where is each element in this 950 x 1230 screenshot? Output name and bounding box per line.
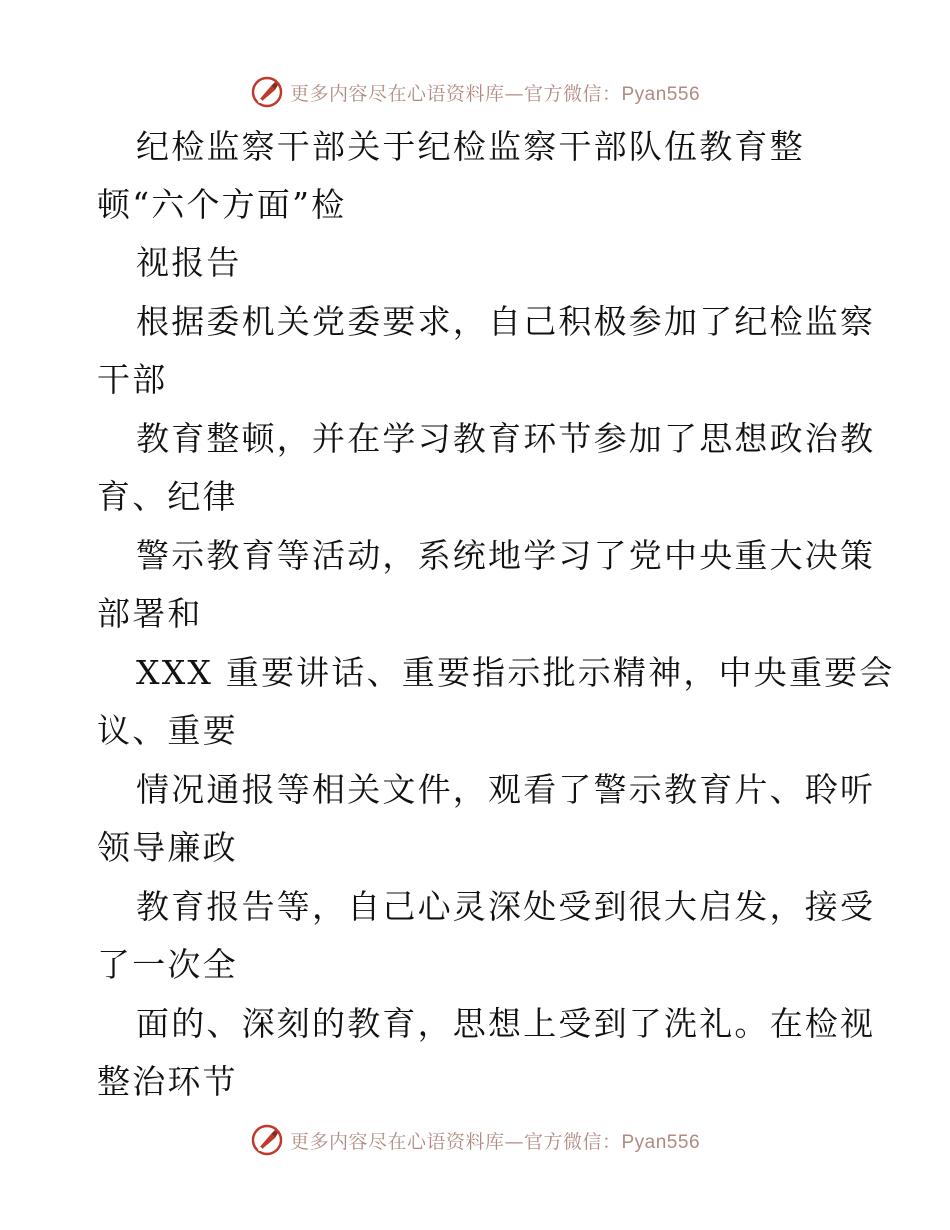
doc-line: 部署和	[97, 594, 203, 633]
header-banner-text: 更多内容尽在心语资料库—官方微信：	[289, 82, 622, 105]
doc-line: 议、重要	[97, 711, 238, 750]
doc-line: 情况通报等相关文件，观看了警示教育片、聆听	[136, 770, 876, 809]
doc-line: 整治环节	[97, 1062, 238, 1101]
doc-line: 根据委机关党委要求，自己积极参加了纪检监察	[136, 302, 876, 341]
header-banner-wechat: Pyan556	[621, 83, 701, 105]
doc-line: 干部	[97, 360, 168, 399]
footer-banner	[0, 1120, 950, 1160]
footer-banner-text: 更多内容尽在心语资料库—官方微信：	[289, 1130, 622, 1153]
pen-nib-logo-icon	[250, 1123, 284, 1157]
doc-line: 领导廉政	[97, 828, 238, 867]
doc-line: 面的、深刻的教育，思想上受到了洗礼。在检视	[136, 1004, 876, 1043]
pen-nib-logo-icon	[250, 75, 284, 109]
footer-banner-wechat: Pyan556	[621, 1131, 701, 1153]
doc-line: 纪检监察干部关于纪检监察干部队伍教育整	[136, 127, 805, 166]
doc-line: 顿“六个方面”检	[97, 185, 347, 224]
doc-line: XXX 重要讲话、重要指示批示精神，中央重要会	[136, 653, 895, 692]
doc-line: 视报告	[136, 243, 242, 282]
doc-line: 育、纪律	[97, 477, 238, 516]
header-banner	[0, 72, 950, 112]
doc-line: 警示教育等活动，系统地学习了党中央重大决策	[136, 536, 876, 575]
doc-line: 了一次全	[97, 945, 238, 984]
doc-line: 教育整顿，并在学习教育环节参加了思想政治教	[136, 419, 876, 458]
doc-line: 教育报告等，自己心灵深处受到很大启发，接受	[136, 887, 876, 926]
